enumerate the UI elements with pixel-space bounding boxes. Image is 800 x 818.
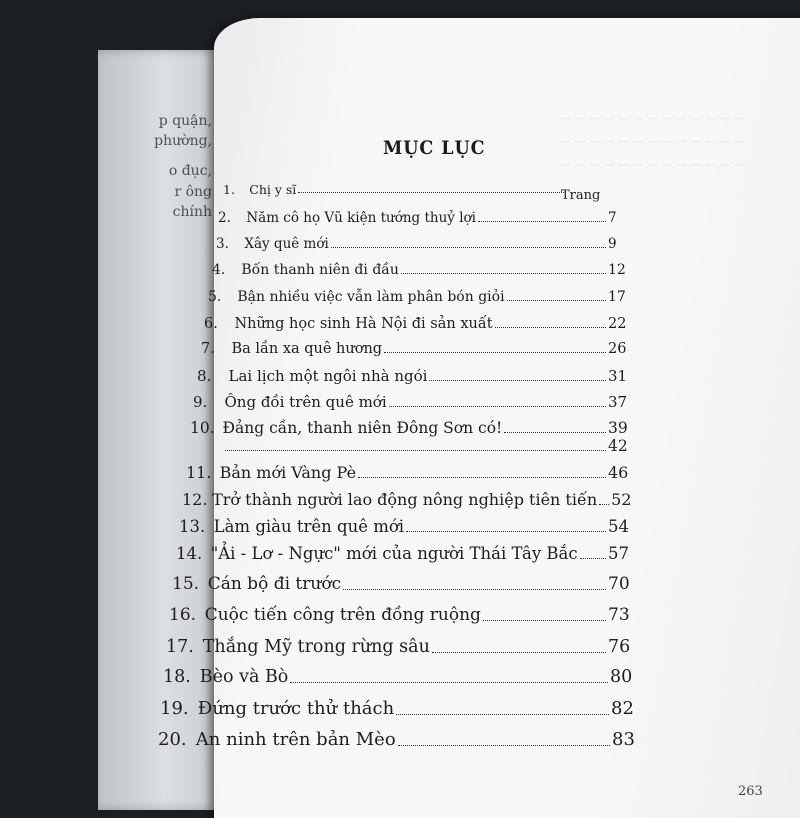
toc-page-number: 42 [608,437,628,455]
toc-page-number: 46 [608,463,629,482]
toc-page-number: 70 [608,574,630,594]
toc-entry-title: Ông đồi trên quê mới [224,393,387,411]
toc-row [193,393,638,411]
toc-entry-title: Trở thành người lao động nông nghiệp tiên tiến [212,490,598,509]
toc-leader-dots [225,450,606,451]
toc-page-number: 37 [608,393,628,411]
toc-leader-dots [478,221,606,222]
toc-row [169,605,638,625]
toc-number: 12. [182,490,208,509]
toc-leader-dots [331,247,606,248]
left-page-line: chính [172,204,212,220]
toc-entry-title: "Ải - Lơ - Ngực" mới của người Thái Tây Bắc [210,544,578,563]
toc-page-number: 9 [608,236,617,252]
toc-page-number: 26 [608,341,627,357]
toc-number: 17. [166,637,194,657]
toc-row [163,667,640,687]
left-page-line: r ông [174,184,212,200]
toc-row [212,262,638,278]
toc-leader-dots [389,406,606,407]
toc-row [179,517,638,536]
toc-row [201,341,638,357]
toc-leader-dots [432,652,606,653]
toc-entry-title: Thắng Mỹ trong rừng sâu [202,637,430,657]
toc-row [190,437,638,455]
toc-number: 11. [186,463,212,482]
left-page-line: p quận, [158,113,212,129]
toc-row [208,289,638,305]
left-page-line: o đục, [168,163,212,179]
toc-page-number: 82 [611,698,634,719]
toc-row [166,637,638,657]
toc-entry-title: Ba lần xa quê hương [231,341,383,357]
toc-page-number: 17 [608,289,626,305]
toc-row [172,574,638,594]
toc-leader-dots [580,558,606,559]
toc-entry-title: Cán bộ đi trước [207,574,342,594]
toc-row [182,490,638,509]
toc-page-number: 12 [608,262,626,278]
toc-row [197,367,638,385]
toc-leader-dots [429,380,606,381]
toc-entry-title: Bản mới Vàng Pè [219,463,357,482]
toc-entry-title: Lai lịch một ngôi nhà ngói [228,367,428,385]
toc-leader-dots [398,745,610,746]
toc-number: 7. [201,341,215,357]
toc-entry-title: Xây quê mới [244,236,329,252]
toc-entry-title: Bèo và Bò [199,667,289,687]
toc-row [190,419,638,437]
toc-number: 13. [179,517,206,536]
toc-number: 2. [218,210,231,226]
toc-page-number: 54 [608,517,629,536]
toc-number: 5. [208,289,222,305]
toc-number: 14. [176,544,203,563]
toc-row [176,544,638,563]
toc-leader-dots [396,714,609,715]
toc-page-number: 76 [608,637,631,657]
page-column-label: Trang [561,188,601,203]
toc-row [186,463,638,482]
toc-leader-dots [343,589,606,590]
toc-number: 20. [158,729,187,750]
toc-leader-dots [401,273,606,274]
toc-page-number: 7 [608,210,617,226]
toc-leader-dots [290,682,608,683]
toc-leader-dots [504,432,606,433]
toc-entry-title: Đứng trước thử thách [197,698,395,719]
toc-page-number: 83 [612,729,635,750]
toc-row [160,698,641,719]
toc-number: 9. [193,393,208,411]
toc-number: 1. [223,182,235,197]
toc-page-number: 52 [611,490,632,509]
toc-entry-title: Những học sinh Hà Nội đi sản xuất [234,316,493,332]
toc-entry-title: Cuộc tiến công trên đồng ruộng [204,605,481,625]
toc-row [158,729,642,750]
toc-number: 3. [216,236,229,252]
toc-leader-dots [495,327,606,328]
toc-row [216,236,638,252]
toc-number: 8. [197,367,212,385]
toc-page-number: 57 [608,544,629,563]
page-number: 263 [738,784,763,799]
toc-number: 6. [204,316,218,332]
toc-leader-dots [406,531,606,532]
toc-leader-dots [599,504,609,505]
toc-entry-title: An ninh trên bản Mèo [195,729,396,750]
toc-row [204,316,638,332]
bleed-through-text: — — — — — — — — — — — — — [560,158,745,171]
toc-entry-title: Chị y sĩ [249,182,297,197]
toc-number: 15. [172,574,200,594]
toc-entry-title: Làm giàu trên quê mới [213,517,405,536]
toc-leader-dots [507,300,606,301]
toc-number: 4. [212,262,226,278]
toc-leader-dots [358,477,606,478]
toc-leader-dots [483,620,606,621]
toc-leader-dots [384,352,606,353]
toc-row [223,182,596,197]
toc-entry-title: Đảng cần, thanh niên Đông Sơn có! [222,419,503,437]
toc-entry-title: Bốn thanh niên đi đầu [241,262,399,278]
toc-number: 10. [190,419,215,437]
toc-number: 19. [160,698,189,719]
toc-entry-title: Bận nhiều việc vẫn làm phân bón giỏi [237,289,505,305]
toc-title: MỤC LỤC [383,137,486,159]
toc-page-number: 80 [610,667,633,687]
bleed-through-text: — — — — — — — — — — — — — [560,112,745,125]
toc-entry-title: Năm cô họ Vũ kiện tướng thuỷ lợi [246,210,476,226]
toc-number: 16. [169,605,197,625]
toc-page-number: 39 [608,419,628,437]
toc-leader-dots [298,192,564,193]
toc-page-number: 22 [608,316,627,332]
toc-row [218,210,638,226]
bleed-through-text: — — — — — — — — — — — — — [560,135,745,148]
left-page-line: phường, [154,133,212,149]
toc-page-number: 31 [608,367,628,385]
toc-number: 18. [163,667,191,687]
toc-page-number: 73 [608,605,630,625]
